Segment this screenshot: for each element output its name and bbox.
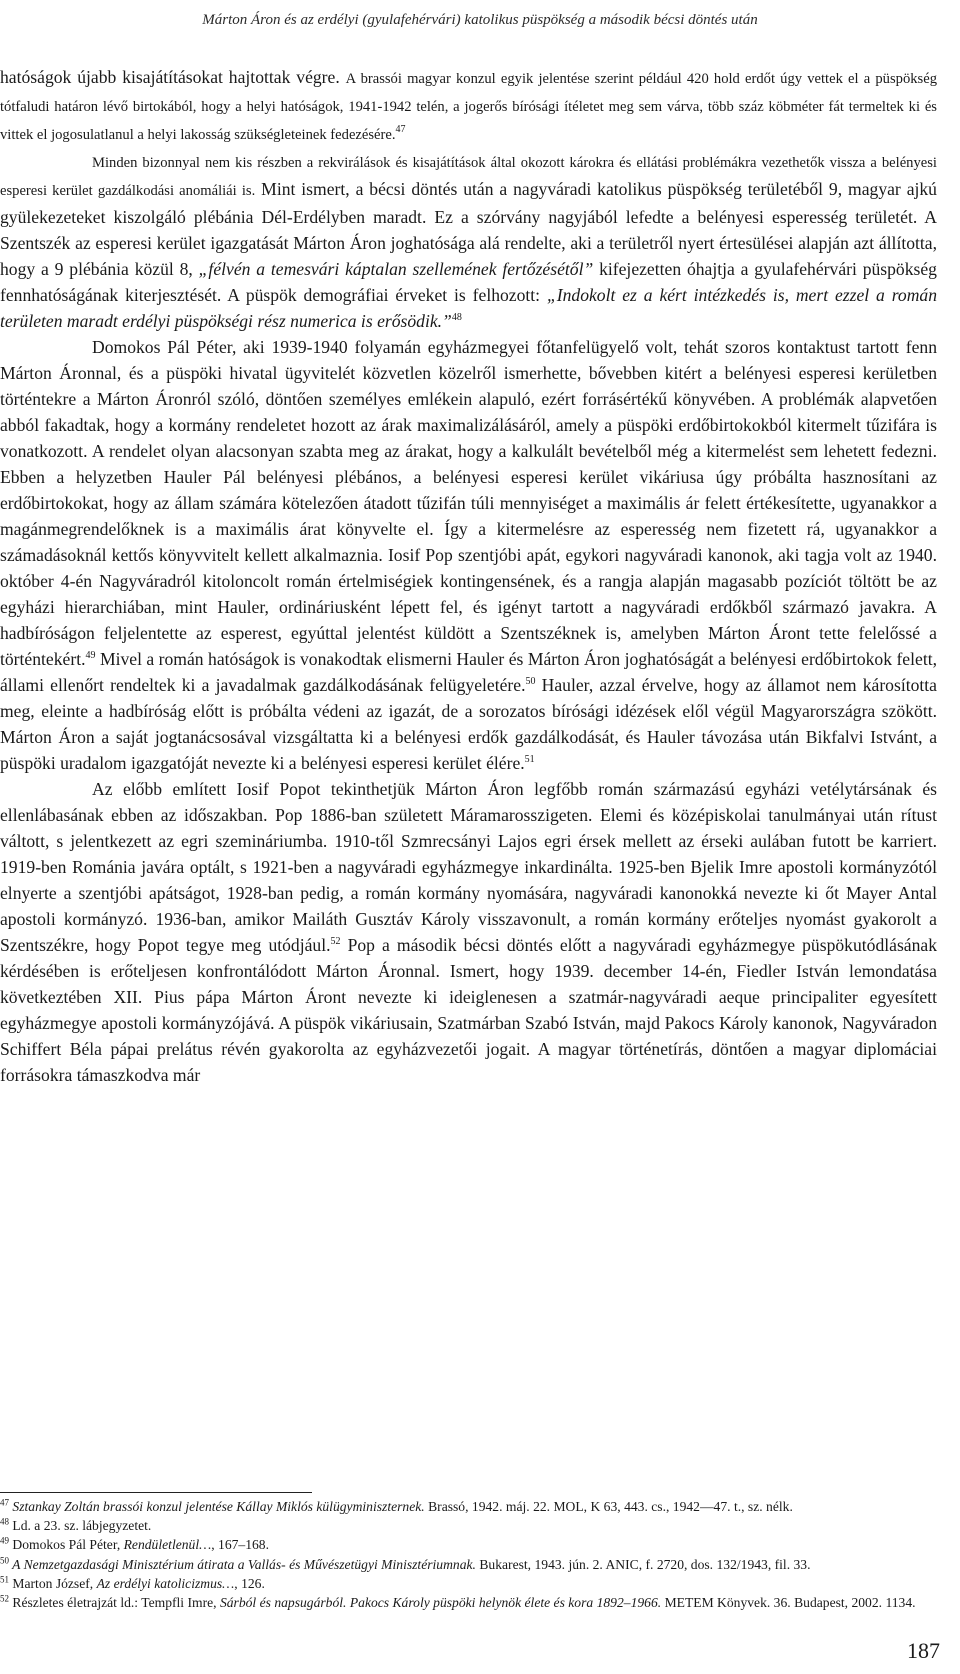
footnote-text: Brassó, 1942. máj. 22. MOL, K 63, 443. cs., 1942—47. t., sz. nélk. <box>424 1499 793 1514</box>
text-run: A brassói magyar konzul egyik jelentése szerint például 420 hold erdőt úgy vettek el a püspökség tótfaludi határon lévő birtokából, hogy a helyi hatóságok, 1941-1942 telén, a jogerős bírósági ítéletet meg sem várva, több száz köbméter fát termeltek ki és vittek el jogosulatlanul a helyi lakosság szükségleteinek fedezésére. <box>0 71 937 143</box>
page-number: 187 <box>907 1638 940 1663</box>
footnote-italic: Rendületlenül… <box>123 1537 212 1553</box>
footnote-number: 51 <box>0 1574 9 1585</box>
footnote-47 <box>0 1497 937 1516</box>
footnote-52 <box>0 1593 937 1612</box>
footnote-italic: A Nemzetgazdasági Minisztérium átirata a Vallás- és Művészetügyi Minisztériumnak. <box>9 1556 476 1572</box>
paragraph-3 <box>0 334 937 776</box>
footnotes <box>0 1497 937 1612</box>
footnote-ref-48: 48 <box>451 312 462 324</box>
text-run: Mint ismert, a bécsi döntés után a nagyváradi katolikus püspökség területéből 9, magyar ajkú gyülekezeteket kiszolgáló plébánia Dél-Erdélyben maradt. Ez a szórvány nagyjából lefedte a belényesi esperesség területét. A Szentszék az esperesi kerület igazgatását Márton Áron joghatósága alá rendelte, aki a területről nyert értesülései alapján azt állította, hogy a 9 plébánia közül 8, <box>0 179 937 279</box>
main-text <box>0 64 937 1088</box>
text-run: Domokos Pál Péter, aki 1939-1940 folyamán egyházmegyei főtanfelügyelő volt, tehát szoros kontaktust tartott fenn Márton Áronnal, és a püspöki hivatal ügyvitelét közvetlen közelről ismerhette, bővebben kitért a belényesi esperesi kerületben történtekre a Márton Áronról szóló, döntően személyes emlékein alapuló, ezért forrásértékű könyvében. A problémák alapvetően abból fakadtak, hogy a kormány rendeletet hozott az árak maximalizálásáról, amely a püspöki erdőbirtokokból kitermelt tűzifára is vonatkozott. A rendelet olyan alacsonyan szabta meg az árakat, hogy a kalkulált bevételből még a kitermelést sem lehetett fedezni. Ebben a helyzetben Hauler Pál belényesi plébános, a belényesi esperesi kerület vikáriusa úgy próbálta hasznosítani az erdőbirtokokat, hogy az állam számára kötelezően átadott tűzifán túli mennyiséget a maximális ár felett értékesítette, ugyanakkor a magánmegrendelőknek is a maximális árat könyvelte el. Így a kitermelésre az esperesség nem fizetett rá, ugyanakkor a számadásoknál kettős könyvvitelt kellett alkalmaznia. Iosif Pop szentjóbi apát, egykori nagyváradi kanonok, aki tagja volt az 1940. október 4-én Nagyváradról kitoloncolt román értelmiségiek kontingensének, és a rangja alapján magasabb pozíciót töltött be az egyházi hierarchiában, mint Hauler, ordináriusként lépett fel, és igényt tartott a nagyváradi erdőkből származó javakra. A hadbíróságon feljelentette az esperest, egyúttal jelentést küldött a Szentszéknek is, amelyben Márton Áront tette felelőssé a történtekért. <box>0 337 937 669</box>
footnote-italic: Sárból és napsugárból. Pakocs Károly püspöki helynök élete és kora 1892–1966. <box>219 1595 662 1611</box>
text-run: Mivel a román hatóságok is vonakodtak elismerni Hauler és Márton Áron joghatóságát a belényesi erdőbirtokok felett, állami ellenőrt rendeltek ki a javadalmak gazdálkodásának felügyeletére. <box>0 649 937 695</box>
footnote-text: , 167–168. <box>211 1537 269 1553</box>
footnote-number: 49 <box>0 1535 9 1546</box>
text-run: kifejezetten óhajtja a gyulafehérvári püspökség fennhatóságának kiterjesztését. A püspök demográfiai érveket is felhozott: <box>0 259 937 305</box>
text-run: Az előbb említett Iosif Popot tekinthetjük Márton Áron legfőbb román származású egyházi vetélytársának és ellenlábasának ebben az időszakban. Pop 1886-ban született Máramarosszigeten. Elemi és középiskolai tanulmányai után rítust váltott, s jelentkezett az egri szemináriumba. 1910-től Szmrecsányi Lajos egri érsek mellett az érseki aulában futott be karriert. 1919-ben Románia javára optált, s 1921-ben a nagyváradi egyházmegye inkardinálta. 1925-ben Bjelik Imre apostoli kormányzótól elnyerte a szentjóbi apátságot, 1928-ban pedig, a román kormány nyomására, nagyváradi kanonokká nevezte ki őt Mayer Antal apostoli kormányzó. 1936-ban, amikor Mailáth Gusztáv Károly visszavonult, a román kormány erőteljes nyomást gyakorolt a Szentszékre, hogy Popot tegye meg utódjául. <box>0 779 937 955</box>
paragraph-4 <box>0 776 937 1088</box>
footnote-number: 52 <box>0 1593 9 1604</box>
footnote-49 <box>0 1535 937 1554</box>
footnote-text: , 126. <box>234 1575 265 1591</box>
footnote-text: Bukarest, 1943. jún. 2. ANIC, f. 2720, dos. 132/1943, fil. 33. <box>475 1556 811 1572</box>
footnote-ref-51: 51 <box>524 754 535 766</box>
footnote-text: METEM Könyvek. 36. Budapest, 2002. 1134. <box>661 1595 916 1611</box>
footnote-text: Domokos Pál Péter, <box>9 1537 124 1553</box>
running-header: Márton Áron és az erdélyi (gyulafehérvári) katolikus püspökség a második bécsi döntés után <box>202 12 758 28</box>
footnote-italic: Az erdélyi katolicizmus… <box>96 1575 235 1591</box>
footnote-text: Részletes életrajzát ld.: Tempfli Imre, <box>9 1595 220 1611</box>
paragraph-1 <box>0 64 937 148</box>
footnote-text: Marton József, <box>9 1575 97 1591</box>
text-run: Minden bizonnyal nem kis részben a rekvirálások és kisajátítások által okozott károkra és ellátási problémákra vezethetők vissza a belényesi esperesi kerület gazdálkodási anomáliái is. <box>0 155 937 199</box>
footnote-51 <box>0 1574 937 1593</box>
text-run: Hauler, azzal érvelve, hogy az államot nem károsította meg, eleinte a hadbíróság előtt is próbálta védeni az igazát, de a sorozatos bírósági idézések elől végül Magyarországra szökött. Márton Áron a saját jogtanácsosával vizsgáltatta ki a belényesi erdők gazdálkodását, és Hauler távozása után Bikfalvi Istvánt, a püspöki uradalom igazgatóját nevezte ki a belényesi esperesi kerület élére. <box>0 675 937 773</box>
footnote-italic: Sztankay Zoltán brassói konzul jelentése Kállay Miklós külügyminiszternek. <box>12 1499 425 1514</box>
footnote-ref-49: 49 <box>85 650 96 662</box>
text-run: Pop a második bécsi döntés előtt a nagyváradi egyházmegye püspökutódlásának kérdésében is erőteljesen konfrontálódott Márton Áronnal. Ismert, hogy 1939. december 14-én, Fiedler István lemondatása következtében XII. Pius pápa Márton Áront nevezte ki ideiglenesen a szatmár-nagyváradi aeque principaliter egyesített egyházmegye apostoli kormányzójává. A püspök vikáriusain, Szatmárban Szabó István, majd Pakocs Károly kanonok, Nagyváradon Schiffert Béla pápai prelátus révén gyakorolta az egyházvezetői jogait. A magyar történetírás, döntően a magyar diplomáciai forrásokra támaszkodva már <box>0 935 937 1085</box>
footnote-48 <box>0 1516 937 1535</box>
footnote-50 <box>0 1555 937 1574</box>
footnote-number: 50 <box>0 1555 9 1566</box>
quote-1: „félvén a temesvári káptalan szellemének fertőzésétől” <box>198 259 594 279</box>
paragraph-2 <box>0 148 937 334</box>
footnote-number: 47 <box>0 1497 9 1508</box>
footnote-ref-50: 50 <box>525 676 536 688</box>
quote-2: „Indokolt ez a kért intézkedés is, mert ezzel a román területen maradt erdélyi püspökségi rész numerica is erősödik.” <box>0 285 937 331</box>
footnote-ref-52: 52 <box>330 936 341 948</box>
footnote-ref-47: 47 <box>395 124 406 136</box>
footnote-separator <box>0 1492 312 1493</box>
footnote-text: Ld. a 23. sz. lábjegyzetet. <box>9 1518 152 1534</box>
text-run: hatóságok újabb kisajátításokat hajtottak végre. <box>0 67 346 87</box>
footnote-number: 48 <box>0 1516 9 1527</box>
